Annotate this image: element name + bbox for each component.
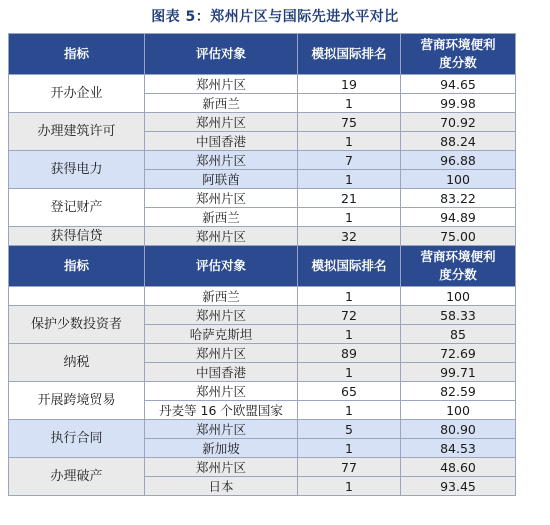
table-row bbox=[9, 227, 516, 246]
indicator-cell: 开展跨境贸易 bbox=[9, 382, 145, 420]
rank-cell: 7 bbox=[298, 151, 401, 170]
rank-cell: 65 bbox=[298, 382, 401, 401]
indicator-cell: 纳税 bbox=[9, 344, 145, 382]
score-cell: 72.69 bbox=[401, 344, 516, 363]
header-target: 评估对象 bbox=[145, 246, 298, 287]
table-row bbox=[9, 75, 516, 94]
score-cell: 75.00 bbox=[401, 227, 516, 246]
score-cell: 96.88 bbox=[401, 151, 516, 170]
table-row bbox=[9, 113, 516, 132]
target-cell: 新西兰 bbox=[145, 208, 298, 227]
indicator-cell: 保护少数投资者 bbox=[9, 306, 145, 344]
score-cell: 99.71 bbox=[401, 363, 516, 382]
target-cell: 中国香港 bbox=[145, 132, 298, 151]
indicator-cell: 获得信贷 bbox=[9, 227, 145, 246]
score-cell: 100 bbox=[401, 170, 516, 189]
rank-cell: 1 bbox=[298, 208, 401, 227]
target-cell: 丹麦等 16 个欧盟国家 bbox=[145, 401, 298, 420]
table-row bbox=[9, 382, 516, 401]
target-cell: 新加坡 bbox=[145, 439, 298, 458]
rank-cell: 1 bbox=[298, 94, 401, 113]
score-cell: 94.65 bbox=[401, 75, 516, 94]
target-cell: 郑州片区 bbox=[145, 189, 298, 208]
rank-cell: 1 bbox=[298, 325, 401, 344]
table-row bbox=[9, 151, 516, 170]
score-cell: 100 bbox=[401, 401, 516, 420]
header-rank: 模拟国际排名 bbox=[298, 34, 401, 75]
header-score-label: 营商环境便利度分数 bbox=[420, 249, 496, 282]
rank-cell: 1 bbox=[298, 363, 401, 382]
target-cell: 中国香港 bbox=[145, 363, 298, 382]
target-cell: 阿联酋 bbox=[145, 170, 298, 189]
rank-cell: 72 bbox=[298, 306, 401, 325]
table-header-row bbox=[9, 246, 516, 287]
score-cell: 82.59 bbox=[401, 382, 516, 401]
indicator-cell: 办理破产 bbox=[9, 458, 145, 496]
table-row bbox=[9, 344, 516, 363]
target-cell: 郑州片区 bbox=[145, 420, 298, 439]
score-cell: 83.22 bbox=[401, 189, 516, 208]
table-row bbox=[9, 306, 516, 325]
table-row bbox=[9, 287, 516, 306]
table-row bbox=[9, 189, 516, 208]
header-rank: 模拟国际排名 bbox=[298, 246, 401, 287]
score-cell: 80.90 bbox=[401, 420, 516, 439]
rank-cell: 1 bbox=[298, 477, 401, 496]
header-target: 评估对象 bbox=[145, 34, 298, 75]
rank-cell: 1 bbox=[298, 132, 401, 151]
score-cell: 88.24 bbox=[401, 132, 516, 151]
header-score bbox=[401, 34, 516, 75]
indicator-cell: 执行合同 bbox=[9, 420, 145, 458]
rank-cell: 32 bbox=[298, 227, 401, 246]
rank-cell: 19 bbox=[298, 75, 401, 94]
comparison-table bbox=[8, 33, 516, 496]
target-cell: 郑州片区 bbox=[145, 344, 298, 363]
rank-cell: 89 bbox=[298, 344, 401, 363]
target-cell: 哈萨克斯坦 bbox=[145, 325, 298, 344]
header-indicator: 指标 bbox=[9, 246, 145, 287]
table-row bbox=[9, 420, 516, 439]
indicator-cell: 办理建筑许可 bbox=[9, 113, 145, 151]
table-row bbox=[9, 458, 516, 477]
target-cell: 新西兰 bbox=[145, 287, 298, 306]
rank-cell: 1 bbox=[298, 287, 401, 306]
indicator-cell bbox=[9, 287, 145, 306]
indicator-cell: 开办企业 bbox=[9, 75, 145, 113]
score-cell: 100 bbox=[401, 287, 516, 306]
score-cell: 93.45 bbox=[401, 477, 516, 496]
target-cell: 郑州片区 bbox=[145, 458, 298, 477]
indicator-cell: 获得电力 bbox=[9, 151, 145, 189]
rank-cell: 1 bbox=[298, 439, 401, 458]
score-cell: 84.53 bbox=[401, 439, 516, 458]
rank-cell: 1 bbox=[298, 401, 401, 420]
score-cell: 70.92 bbox=[401, 113, 516, 132]
target-cell: 郑州片区 bbox=[145, 306, 298, 325]
target-cell: 郑州片区 bbox=[145, 113, 298, 132]
header-indicator: 指标 bbox=[9, 34, 145, 75]
table-header-row bbox=[9, 34, 516, 75]
rank-cell: 77 bbox=[298, 458, 401, 477]
rank-cell: 21 bbox=[298, 189, 401, 208]
score-cell: 85 bbox=[401, 325, 516, 344]
target-cell: 郑州片区 bbox=[145, 151, 298, 170]
rank-cell: 1 bbox=[298, 170, 401, 189]
target-cell: 郑州片区 bbox=[145, 75, 298, 94]
score-cell: 94.89 bbox=[401, 208, 516, 227]
score-cell: 48.60 bbox=[401, 458, 516, 477]
header-score bbox=[401, 246, 516, 287]
rank-cell: 5 bbox=[298, 420, 401, 439]
target-cell: 郑州片区 bbox=[145, 227, 298, 246]
indicator-cell: 登记财产 bbox=[9, 189, 145, 227]
score-cell: 99.98 bbox=[401, 94, 516, 113]
rank-cell: 75 bbox=[298, 113, 401, 132]
target-cell: 郑州片区 bbox=[145, 382, 298, 401]
figure-title: 图表 5：郑州片区与国际先进水平对比 bbox=[151, 9, 399, 25]
header-score-label: 营商环境便利度分数 bbox=[420, 37, 496, 70]
target-cell: 新西兰 bbox=[145, 94, 298, 113]
score-cell: 58.33 bbox=[401, 306, 516, 325]
target-cell: 日本 bbox=[145, 477, 298, 496]
